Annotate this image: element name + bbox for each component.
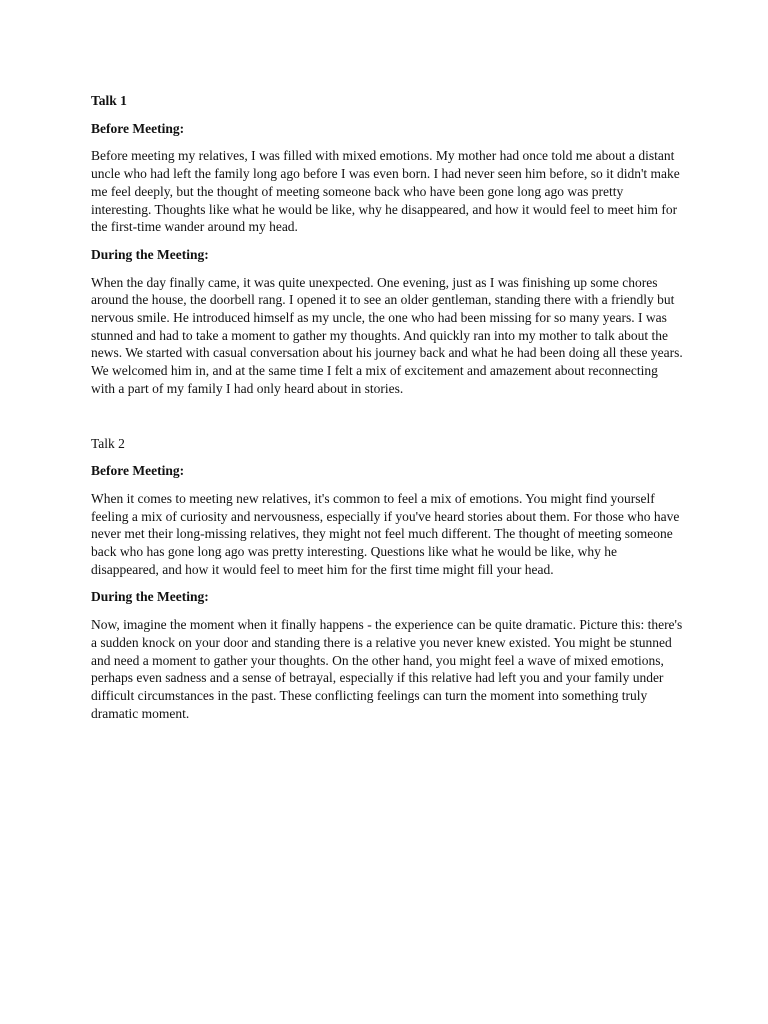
- talk2-before-paragraph: When it comes to meeting new relatives, it's common to feel a mix of emotions. You might find yourself feeling a mix of curiosity and nervousness, especially if you've heard stories about them. For those who have never met their long-missing relatives, they might not feel much different. The thought of meeting someone back who has gone long ago was pretty interesting. Questions like what he would be like, why he disappeared, and how it would feel to meet him for the first time might fill your head.: [91, 490, 680, 577]
- talk1-title: Talk 1: [91, 93, 127, 108]
- document-body: [91, 92, 685, 722]
- talk2-during-paragraph: Now, imagine the moment when it finally happens - the experience can be quite dramatic. Picture this: there's a sudden knock on your door and standing there is a relative you never knew existed. You might be stunned and need a moment to gather your thoughts. On the other hand, you might feel a wave of mixed emotions, perhaps even sadness and a sense of betrayal, especially if this relative had left you and your family under difficult circumstances in the past. These conflicting feelings can turn the moment into something truly dramatic moment.: [91, 617, 683, 721]
- talk2-during-heading: During the Meeting:: [91, 589, 209, 605]
- talk2-before-heading: Before Meeting:: [91, 463, 185, 479]
- talk1-before-heading: Before Meeting:: [91, 120, 185, 136]
- talk1-before-paragraph: Before meeting my relatives, I was filled with mixed emotions. My mother had once told me about a distant uncle who had left the family long ago before I was even born. I had never seen him before, so it didn't make me feel deeply, but the thought of meeting someone back who have been gone long ago was pretty interesting. Thoughts like what he would be like, why he disappeared, and how it would feel to meet him for the first-time wander around my head.: [91, 148, 680, 235]
- talk1-during-paragraph: When the day finally came, it was quite unexpected. One evening, just as I was finishing up some chores around the house, the doorbell rang. I opened it to see an older gentleman, standing there with a friendly but nervous smile. He introduced himself as my uncle, the one who had been missing for so many years. I was stunned and had to take a moment to gather my thoughts. And quickly ran into my mother to talk about the news. We started with casual conversation about his journey back and what he had been doing all these years. We welcomed him in, and at the same time I felt a mix of excitement and amazement about reconnecting with a part of my family I had only heard about in stories.: [91, 274, 683, 396]
- talk2-title: Talk 2: [91, 435, 125, 451]
- talk1-during-heading: During the Meeting:: [91, 246, 209, 262]
